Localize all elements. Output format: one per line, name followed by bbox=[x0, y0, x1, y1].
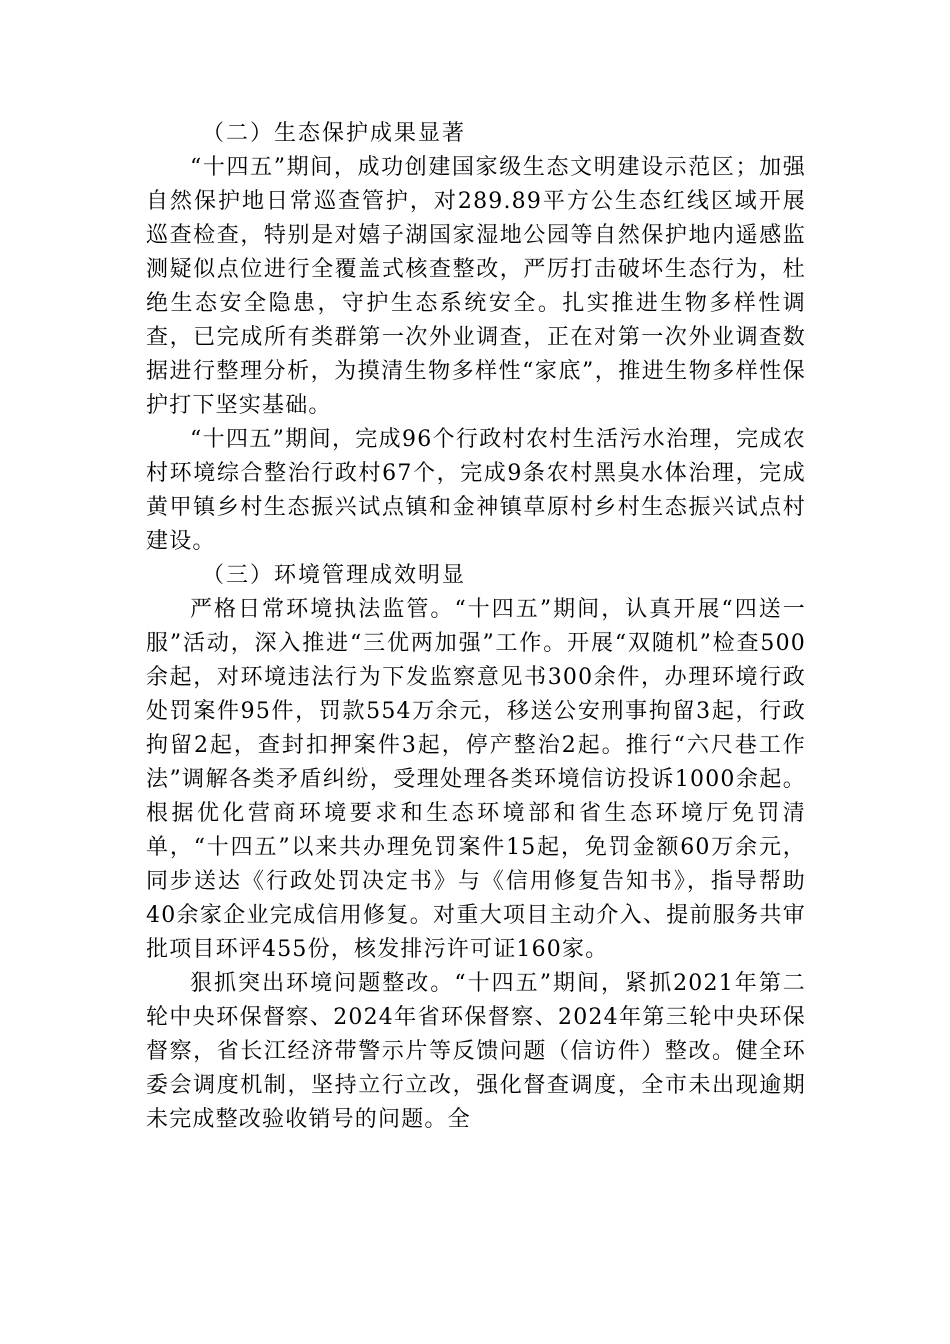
document-page bbox=[146, 117, 806, 1137]
paragraph: 狠抓突出环境问题整改。“十四五”期间，紧抓2021年第二轮中央环保督察、2024年省环保督察、2024年第三轮中央环保督察，省长江经济带警示片等反馈问题（信访件）整改。健全环委会调度机制，坚持立行立改，强化督查调度，全市未出现逾期未完成整改验收销号的问题。全 bbox=[146, 971, 806, 1132]
section-heading: （二）生态保护成果显著 bbox=[202, 121, 467, 146]
paragraph: “十四五”期间，完成96个行政村农村生活污水治理，完成农村环境综合整治行政村67个，完成9条农村黑臭水体治理，完成黄甲镇乡村生态振兴试点镇和金神镇草原村乡村生态振兴试点村建设。 bbox=[146, 427, 806, 554]
section-heading: （三）环境管理成效明显 bbox=[202, 563, 467, 588]
paragraph: 严格日常环境执法监管。“十四五”期间，认真开展“四送一服”活动，深入推进“三优两加强”工作。开展“双随机”检查500余起，对环境违法行为下发监察意见书300余件，办理环境行政处罚案件95件，罚款554万余元，移送公安刑事拘留3起，行政拘留2起，查封扣押案件3起，停产整治2起。推行“六尺巷工作法”调解各类矛盾纠纷，受理处理各类环境信访投诉1000余起。根据优化营商环境要求和生态环境部和省生态环境厅免罚清单，“十四五”以来共办理免罚案件15起，免罚金额60万余元，同步送达《行政处罚决定书》与《信用修复告知书》，指导帮助40余家企业完成信用修复。对重大项目主动介入、提前服务共审批项目环评455份，核发排污许可证160家。 bbox=[146, 597, 806, 962]
paragraph: “十四五”期间，成功创建国家级生态文明建设示范区；加强自然保护地日常巡查管护，对289.89平方公生态红线区域开展巡查检查，特别是对嬉子湖国家湿地公园等自然保护地内遥感监测疑似点位进行全覆盖式核查整改，严厉打击破坏生态行为，杜绝生态安全隐患，守护生态系统安全。扎实推进生物多样性调查，已完成所有类群第一次外业调查，正在对第一次外业调查数据进行整理分析，为摸清生物多样性“家底”，推进生物多样性保护打下坚实基础。 bbox=[146, 155, 806, 418]
